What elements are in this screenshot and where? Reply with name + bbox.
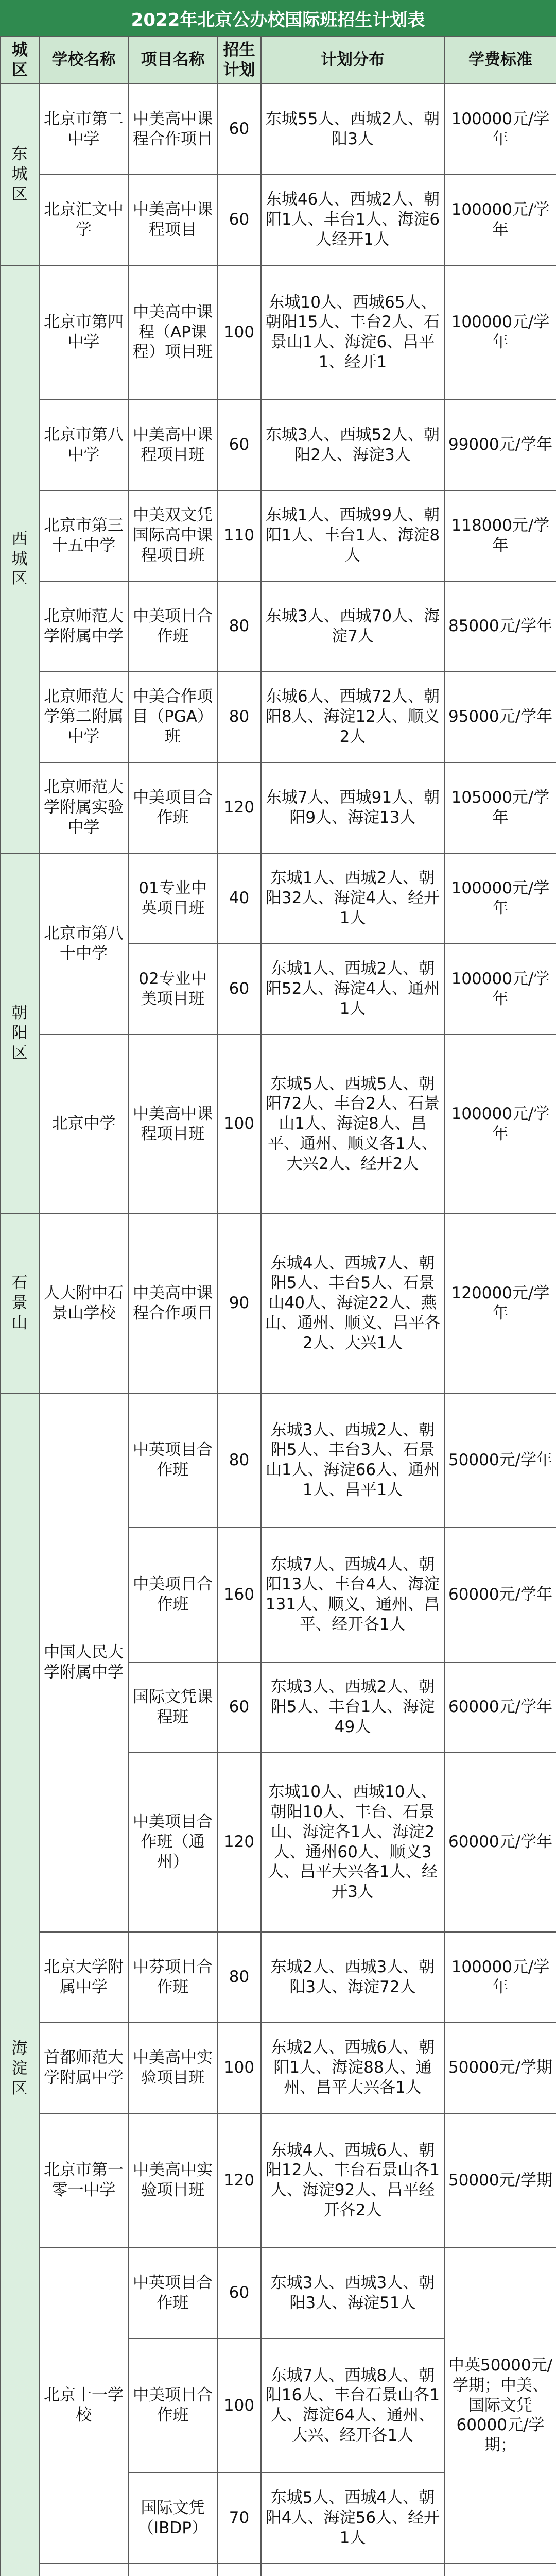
school-name-cell: 北京市第二中学 bbox=[39, 84, 128, 175]
school-name-cell bbox=[39, 2564, 128, 2576]
table-row bbox=[1, 581, 556, 672]
quota-cell: 100 bbox=[217, 265, 261, 400]
header-row bbox=[1, 37, 556, 84]
program-name-cell: 中美高中课程合作项目 bbox=[128, 84, 217, 175]
program-name-cell: 中美项目合作班 bbox=[128, 1528, 217, 1662]
quota-cell: 160 bbox=[217, 1528, 261, 1662]
distribution-cell: 东城4人、西城6人、朝阳12人、丰台石景山各1人、海淀92人、昌平经开各2人 bbox=[261, 2113, 444, 2248]
header-school: 学校名称 bbox=[39, 37, 128, 84]
fee-cell: 50000元/学期 bbox=[444, 2113, 556, 2248]
table-row bbox=[1, 84, 556, 175]
table-row bbox=[1, 490, 556, 581]
distribution-cell bbox=[261, 2564, 444, 2576]
distribution-cell: 东城7人、西城8人、朝阳16人、丰台石景山各1人、海淀64人、通州、大兴、经开各1人 bbox=[261, 2338, 444, 2473]
distribution-cell: 东城2人、西城3人、朝阳3人、海淀72人 bbox=[261, 1932, 444, 2023]
fee-cell: 118000元/学年 bbox=[444, 490, 556, 581]
table-row bbox=[1, 1932, 556, 2023]
school-name-cell: 北京市第四中学 bbox=[39, 265, 128, 400]
table-row bbox=[1, 2564, 556, 2576]
program-name-cell bbox=[128, 2564, 217, 2576]
fee-cell: 99000元/学年 bbox=[444, 400, 556, 490]
school-name-cell: 北京大学附属中学 bbox=[39, 1932, 128, 2023]
school-name-cell: 北京市第三十五中学 bbox=[39, 490, 128, 581]
plan-table-body bbox=[1, 84, 556, 2576]
program-name-cell: 中英项目合作班 bbox=[128, 1393, 217, 1528]
distribution-cell: 东城10人、西城65人、朝阳15人、丰台2人、石景山1人、海淀6、昌平1、经开1 bbox=[261, 265, 444, 400]
district-cell: 东城区 bbox=[1, 84, 39, 265]
distribution-cell: 东城5人、西城4人、朝阳4人、海淀56人、经开1人 bbox=[261, 2473, 444, 2564]
school-name-cell: 北京市第八十中学 bbox=[39, 853, 128, 1035]
fee-cell: 60000元/学年 bbox=[444, 1662, 556, 1753]
school-name-cell: 北京中学 bbox=[39, 1035, 128, 1214]
distribution-cell: 东城10人、西城10人、朝阳10人、丰台、石景山、海淀各1人、海淀2人、通州60人、顺义3人、昌平大兴各1人、经开3人 bbox=[261, 1753, 444, 1932]
fee-cell: 中英50000元/学期；中美、国际文凭60000元/学期； bbox=[444, 2248, 556, 2564]
table-row bbox=[1, 400, 556, 490]
program-name-cell: 中美高中课程（AP课程）项目班 bbox=[128, 265, 217, 400]
program-name-cell: 中美项目合作班（通州） bbox=[128, 1753, 217, 1932]
header-fee: 学费标准 bbox=[444, 37, 556, 84]
quota-cell: 80 bbox=[217, 1932, 261, 2023]
distribution-cell: 东城3人、西城3人、朝阳3人、海淀51人 bbox=[261, 2248, 444, 2338]
distribution-cell: 东城4人、西城7人、朝阳5人、丰台5人、石景山40人、海淀22人、燕山、通州、顺义、昌平各2人、大兴1人 bbox=[261, 1214, 444, 1393]
program-name-cell: 中美高中课程合作项目 bbox=[128, 1214, 217, 1393]
school-name-cell: 北京师范大学第二附属中学 bbox=[39, 672, 128, 762]
table-row bbox=[1, 175, 556, 265]
quota-cell: 110 bbox=[217, 490, 261, 581]
program-name-cell: 中美高中课程项目班 bbox=[128, 1035, 217, 1214]
distribution-cell: 东城3人、西城2人、朝阳5人、丰台3人、石景山1人、海淀66人、通州1人、昌平1人 bbox=[261, 1393, 444, 1528]
table-row bbox=[1, 2113, 556, 2248]
school-name-cell: 北京市第一零一中学 bbox=[39, 2113, 128, 2248]
school-name-cell: 北京汇文中学 bbox=[39, 175, 128, 265]
sheet-title: 2022年北京公办校国际班招生计划表 bbox=[0, 0, 556, 37]
header-distribution: 计划分布 bbox=[261, 37, 444, 84]
school-name-cell: 人大附中石景山学校 bbox=[39, 1214, 128, 1393]
quota-cell: 120 bbox=[217, 2113, 261, 2248]
school-name-cell: 北京十一学校 bbox=[39, 2248, 128, 2564]
fee-cell: 100000元/学年 bbox=[444, 1932, 556, 2023]
distribution-cell: 东城1人、西城2人、朝阳32人、海淀4人、经开1人 bbox=[261, 853, 444, 944]
program-name-cell: 国际文凭课程班 bbox=[128, 1662, 217, 1753]
school-name-cell: 北京师范大学附属实验中学 bbox=[39, 762, 128, 853]
table-row bbox=[1, 853, 556, 944]
distribution-cell: 东城55人、西城2人、朝阳3人 bbox=[261, 84, 444, 175]
table-row bbox=[1, 2023, 556, 2113]
quota-cell: 80 bbox=[217, 672, 261, 762]
school-name-cell: 中国人民大学附属中学 bbox=[39, 1393, 128, 1932]
table-row bbox=[1, 2248, 556, 2338]
quota-cell: 80 bbox=[217, 1393, 261, 1528]
school-name-cell: 北京市第八中学 bbox=[39, 400, 128, 490]
fee-cell: 120000元/学年 bbox=[444, 1214, 556, 1393]
quota-cell: 60 bbox=[217, 84, 261, 175]
distribution-cell: 东城1人、西城2人、朝阳52人、海淀4人、通州1人 bbox=[261, 944, 444, 1035]
quota-cell: 40 bbox=[217, 853, 261, 944]
distribution-cell: 东城7人、西城91人、朝阳9人、海淀13人 bbox=[261, 762, 444, 853]
fee-cell: 95000元/学年 bbox=[444, 672, 556, 762]
quota-cell: 100 bbox=[217, 2338, 261, 2473]
header-district: 城区 bbox=[1, 37, 39, 84]
district-cell: 朝阳区 bbox=[1, 853, 39, 1214]
distribution-cell: 东城1人、西城99人、朝阳1人、丰台1人、海淀8人 bbox=[261, 490, 444, 581]
program-name-cell: 中美高中实验项目班 bbox=[128, 2113, 217, 2248]
quota-cell: 90 bbox=[217, 1214, 261, 1393]
district-cell: 石景山 bbox=[1, 1214, 39, 1393]
program-name-cell: 中美合作项目（PGA）班 bbox=[128, 672, 217, 762]
fee-cell: 50000元/学年 bbox=[444, 1393, 556, 1528]
school-name-cell: 北京师范大学附属中学 bbox=[39, 581, 128, 672]
fee-cell: 50000元/学期 bbox=[444, 2023, 556, 2113]
quota-cell: 60 bbox=[217, 2248, 261, 2338]
fee-cell: 60000元/学年 bbox=[444, 1528, 556, 1662]
program-name-cell: 中美高中课程项目班 bbox=[128, 400, 217, 490]
table-row bbox=[1, 672, 556, 762]
table-row bbox=[1, 1393, 556, 1528]
quota-cell bbox=[217, 2564, 261, 2576]
quota-cell: 60 bbox=[217, 944, 261, 1035]
program-name-cell: 中美项目合作班 bbox=[128, 2338, 217, 2473]
quota-cell: 120 bbox=[217, 762, 261, 853]
district-cell: 海淀区 bbox=[1, 1393, 39, 2576]
distribution-cell: 东城5人、西城5人、朝阳72人、丰台2人、石景山1人、海淀8人、昌平、通州、顺义各1人、大兴2人、经开2人 bbox=[261, 1035, 444, 1214]
distribution-cell: 东城46人、西城2人、朝阳1人、丰台1人、海淀6人经开1人 bbox=[261, 175, 444, 265]
quota-cell: 100 bbox=[217, 2023, 261, 2113]
fee-cell: 100000元/学年 bbox=[444, 944, 556, 1035]
quota-cell: 120 bbox=[217, 1753, 261, 1932]
header-program: 项目名称 bbox=[128, 37, 217, 84]
table-row bbox=[1, 762, 556, 853]
quota-cell: 60 bbox=[217, 1662, 261, 1753]
program-name-cell: 中美高中实验项目班 bbox=[128, 2023, 217, 2113]
distribution-cell: 东城7人、西城4人、朝阳13人、丰台4人、海淀131人、顺义、通州、昌平、经开各1人 bbox=[261, 1528, 444, 1662]
program-name-cell: 中美项目合作班 bbox=[128, 581, 217, 672]
table-row bbox=[1, 265, 556, 400]
distribution-cell: 东城2人、西城6人、朝阳1人、海淀88人、通州、昌平大兴各1人 bbox=[261, 2023, 444, 2113]
quota-cell: 80 bbox=[217, 581, 261, 672]
fee-cell: 100000元/学年 bbox=[444, 175, 556, 265]
quota-cell: 70 bbox=[217, 2473, 261, 2564]
fee-cell: 60000元/学年 bbox=[444, 1753, 556, 1932]
fee-cell: 100000元/学年 bbox=[444, 853, 556, 944]
quota-cell: 100 bbox=[217, 1035, 261, 1214]
district-cell: 西城区 bbox=[1, 265, 39, 853]
program-name-cell: 国际文凭（IBDP） bbox=[128, 2473, 217, 2564]
program-name-cell: 中美高中课程项目 bbox=[128, 175, 217, 265]
quota-cell: 60 bbox=[217, 400, 261, 490]
program-name-cell: 中美双文凭国际高中课程项目班 bbox=[128, 490, 217, 581]
table-row bbox=[1, 1214, 556, 1393]
distribution-cell: 东城6人、西城72人、朝阳8人、海淀12人、顺义2人 bbox=[261, 672, 444, 762]
fee-cell: 100000元/学年 bbox=[444, 84, 556, 175]
program-name-cell: 02专业中美项目班 bbox=[128, 944, 217, 1035]
program-name-cell: 中芬项目合作班 bbox=[128, 1932, 217, 2023]
fee-cell: 105000元/学年 bbox=[444, 762, 556, 853]
header-quota: 招生计划 bbox=[217, 37, 261, 84]
fee-cell: 85000元/学年 bbox=[444, 581, 556, 672]
fee-cell bbox=[444, 2564, 556, 2576]
distribution-cell: 东城3人、西城52人、朝阳2人、海淀3人 bbox=[261, 400, 444, 490]
quota-cell: 60 bbox=[217, 175, 261, 265]
fee-cell: 100000元/学年 bbox=[444, 265, 556, 400]
program-name-cell: 01专业中英项目班 bbox=[128, 853, 217, 944]
distribution-cell: 东城3人、西城2人、朝阳5人、丰台1人、海淀49人 bbox=[261, 1662, 444, 1753]
program-name-cell: 中美项目合作班 bbox=[128, 762, 217, 853]
plan-table bbox=[0, 36, 556, 2576]
school-name-cell: 首都师范大学附属中学 bbox=[39, 2023, 128, 2113]
program-name-cell: 中英项目合作班 bbox=[128, 2248, 217, 2338]
distribution-cell: 东城3人、西城70人、海淀7人 bbox=[261, 581, 444, 672]
table-row bbox=[1, 1035, 556, 1214]
fee-cell: 100000元/学年 bbox=[444, 1035, 556, 1214]
